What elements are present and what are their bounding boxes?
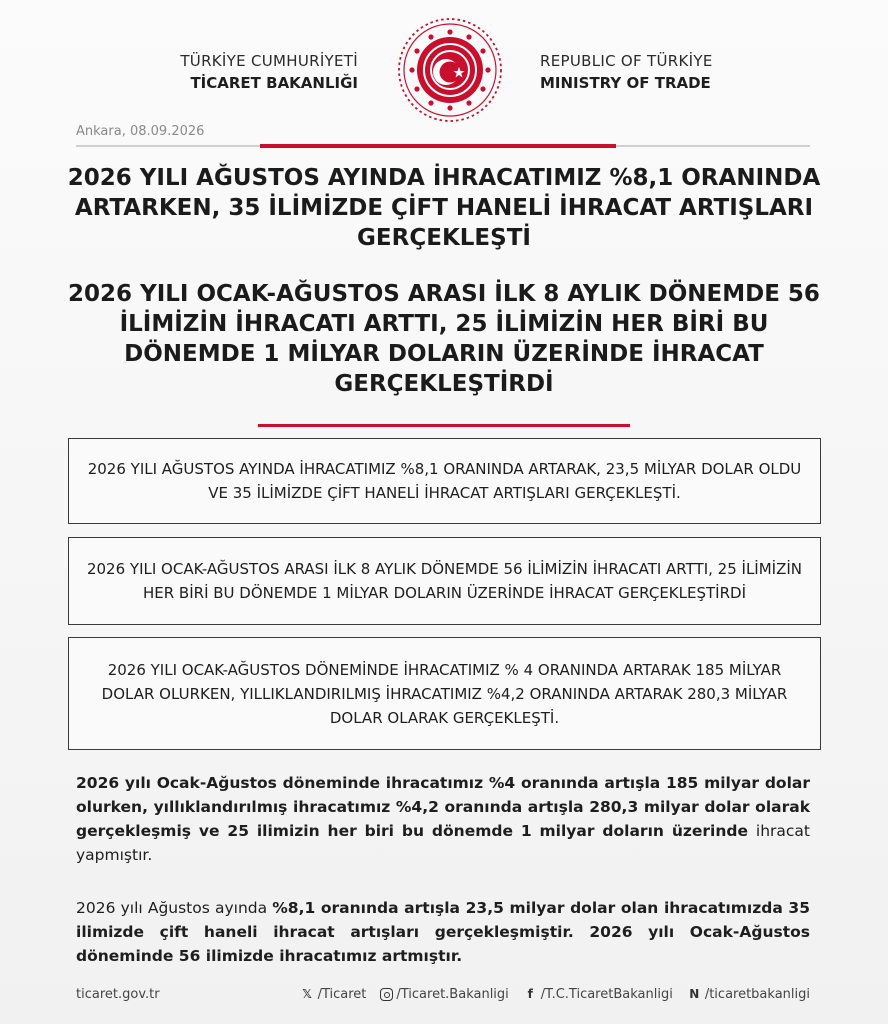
- press-subtitle: 2026 YILI OCAK-AĞUSTOS ARASI İLK 8 AYLIK DÖNEMDE 56 İLİMİZİN İHRACATI ARTTI, 25 İLİMİZİN HER BİRİ BU DÖNEMDE 1 MİLYAR DOLARIN ÜZERİNDE İHRACAT GERÇEKLEŞTİRDİ: [68, 281, 820, 397]
- social-facebook-handle: /T.C.TicaretBakanligi: [540, 987, 673, 1002]
- body-paragraph-1: [76, 771, 810, 867]
- body-paragraph-2: [76, 896, 810, 968]
- press-date: Ankara, 08.09.2026: [76, 124, 205, 139]
- highlight-box-2: [68, 537, 821, 625]
- paragraph-1-bold: 2026 yılı Ocak-Ağustos döneminde ihracatımız %4 oranında artışla 185 milyar dolar olurken, yıllıklandırılmış ihracatımız %4,2 oranında artışla 280,3 milyar dolar olarak gerçekleşmiş ve 25 ilimizin her biri bu dönemde 1 milyar doların üzerinde: [76, 774, 810, 840]
- header-country-tr: TÜRKİYE CUMHURİYETİ: [180, 52, 358, 70]
- header-right: [540, 50, 713, 94]
- paragraph-2-bold: %8,1 oranında artışla 23,5 milyar dolar olan ihracatımızda 35 ilimizde çift haneli ihracat artışları gerçekleşmiştir. 2026 yılı Ocak-Ağustos döneminde 56 ilimizde ihracatımız artmıştır.: [76, 899, 810, 965]
- ministry-logo-icon: [396, 16, 504, 124]
- highlight-box-1-text: 2026 YILI AĞUSTOS AYINDA İHRACATIMIZ %8,1 ORANINDA ARTARAK, 23,5 MİLYAR DOLAR OLDU VE 35 İLİMİZDE ÇİFT HANELİ İHRACAT ARTIŞLARI GERÇEKLEŞTİ.: [87, 460, 802, 502]
- social-nsosyal-handle: /ticaretbakanligi: [704, 987, 810, 1002]
- footer: [76, 985, 810, 1007]
- social-instagram-handle: /Ticaret.Bakanligi: [396, 987, 509, 1002]
- nsosyal-icon: N: [689, 987, 700, 1001]
- press-title: 2026 YILI AĞUSTOS AYINDA İHRACATIMIZ %8,1 ORANINDA ARTARKEN, 35 İLİMİZDE ÇİFT HANELİ İHRACAT ARTIŞLARI GERÇEKLEŞTİ: [67, 165, 821, 251]
- x-icon: 𝕏: [302, 987, 312, 1001]
- social-nsosyal[interactable]: [687, 987, 810, 1002]
- title-divider-accent: [258, 424, 630, 427]
- social-x-handle: /Ticaret: [317, 987, 367, 1002]
- highlight-box-3: [68, 637, 821, 750]
- paragraph-2-light: 2026 yılı Ağustos ayında: [76, 899, 273, 917]
- social-facebook[interactable]: [523, 987, 673, 1002]
- header-left: [180, 50, 358, 94]
- header-country-en: REPUBLIC OF TÜRKİYE: [540, 52, 713, 70]
- social-x[interactable]: [300, 987, 367, 1002]
- paragraph-1-light: ihracat yapmıştır.: [76, 822, 810, 864]
- highlight-box-3-text: 2026 YILI OCAK-AĞUSTOS DÖNEMİNDE İHRACATIMIZ % 4 ORANINDA ARTARAK 185 MİLYAR DOLAR OLURKEN, YILLIKLANDIRILMIŞ İHRACATIMIZ %4,2 ORANINDA ARTARAK 280,3 MİLYAR DOLAR OLARAK GERÇEKLEŞTİ.: [101, 660, 788, 727]
- header-ministry-en: MINISTRY OF TRADE: [540, 74, 711, 92]
- header-ministry-tr: TİCARET BAKANLIĞI: [190, 74, 358, 92]
- instagram-icon: [380, 988, 393, 1001]
- highlight-box-1: [68, 438, 821, 524]
- social-instagram[interactable]: [380, 987, 508, 1002]
- social-links: [300, 987, 810, 1002]
- highlight-box-2-text: 2026 YILI OCAK-AĞUSTOS ARASI İLK 8 AYLIK DÖNEMDE 56 İLİMİZİN İHRACATI ARTTI, 25 İLİMİZİN HER BİRİ BU DÖNEMDE 1 MİLYAR DOLARIN ÜZERİNDE İHRACAT GERÇEKLEŞTİRDİ: [86, 560, 803, 602]
- facebook-icon: f: [527, 987, 533, 1001]
- header-divider-accent: [260, 144, 616, 148]
- website-link[interactable]: ticaret.gov.tr: [76, 987, 160, 1002]
